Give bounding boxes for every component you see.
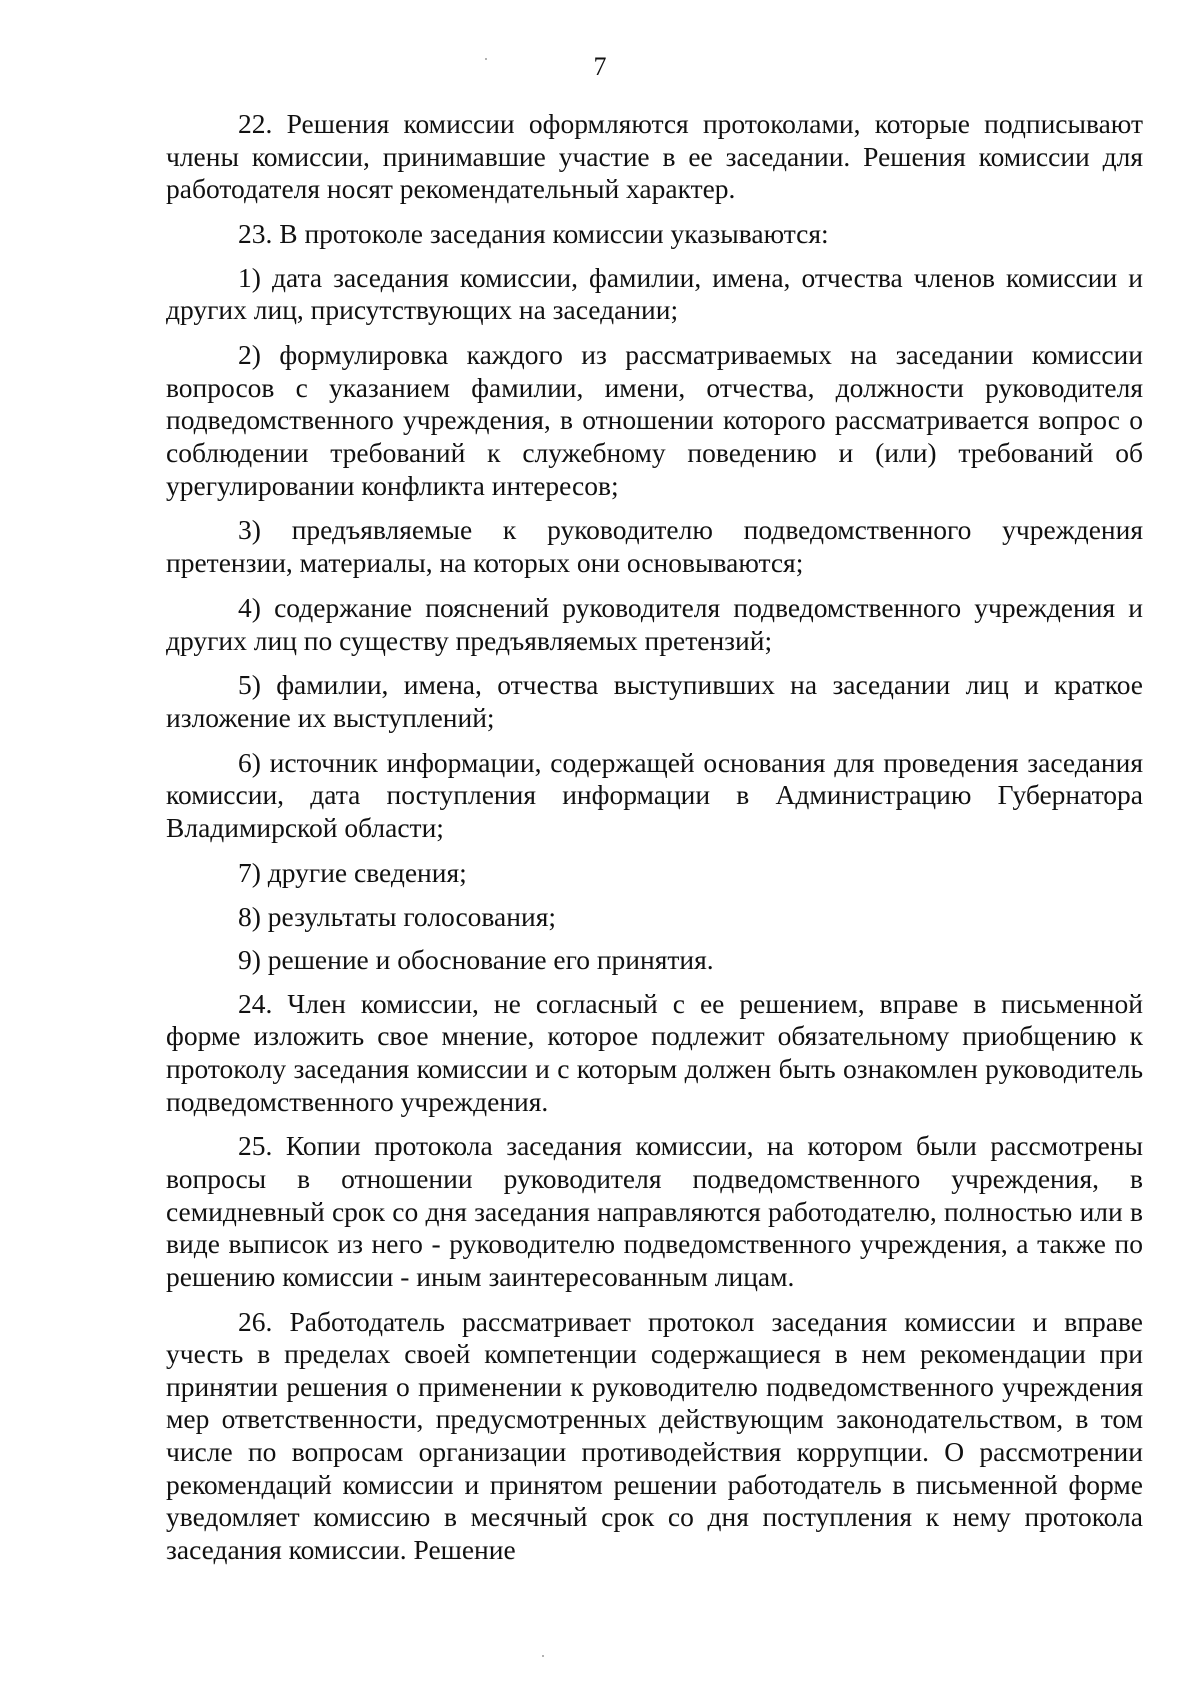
paragraph-23-item-6: 6) источник информации, содержащей основания для проведения заседания комиссии, дата поступления информации в Администрацию Губернатора Владимирской области; [166,746,1143,844]
paragraph-24: 24. Член комиссии, не согласный с ее решением, вправе в письменной форме изложить свое мнение, которое подлежит обязательному приобщению к протоколу заседания комиссии и с которым должен быть ознакомлен руководитель подведомственного учреждения. [166,987,1143,1117]
paragraph-23-item-3: 3) предъявляемые к руководителю подведомственного учреждения претензии, материалы, на которых они основываются; [166,514,1143,579]
paragraph-23-item-7: 7) другие сведения; [238,856,467,888]
paragraph-23-item-1: 1) дата заседания комиссии, фамилии, имена, отчества членов комиссии и других лиц, присутствующих на заседании; [166,261,1143,326]
paragraph-23-item-9: 9) решение и обоснование его принятия. [238,944,714,976]
paragraph-23-item-8: 8) результаты голосования; [238,900,556,932]
page-number: 7 [593,52,607,81]
paragraph-23-item-4: 4) содержание пояснений руководителя подведомственного учреждения и других лиц по существу предъявляемых претензий; [166,591,1143,656]
paragraph-26: 26. Работодатель рассматривает протокол заседания комиссии и вправе учесть в пределах своей компетенции содержащиеся в нем рекомендации при принятии решения о применении к руководителю подведомственного учреждения мер ответственности, предусмотренных действующим законодательством, в том числе по вопросам организации противодействия коррупции. О рассмотрении рекомендаций комиссии и принятом решении работодатель в письменной форме уведомляет комиссию в месячный срок со дня поступления к нему протокола заседания комиссии. Решение [166,1305,1143,1565]
paragraph-22: 22. Решения комиссии оформляются протоколами, которые подписывают члены комиссии, принимавшие участие в ее заседании. Решения комиссии для работодателя носят рекомендательный характер. [166,108,1143,205]
scan-speck [542,1655,544,1657]
paragraph-23-item-2: 2) формулировка каждого из рассматриваемых на заседании комиссии вопросов с указанием фамилии, имени, отчества, должности руководителя подведомственного учреждения, в отношении которого рассматривается вопрос о соблюдении требований к служебному поведению и (или) требований об урегулировании конфликта интересов; [166,339,1143,501]
paragraph-23: 23. В протоколе заседания комиссии указываются: [238,218,829,250]
document-body [166,108,1143,1579]
paragraph-25: 25. Копии протокола заседания комиссии, на котором были рассмотрены вопросы в отношении руководителя подведомственного учреждения, в семидневный срок со дня заседания направляются работодателю, полностью или в виде выписок из него - руководителю подведомственного учреждения, а также по решению комиссии - иным заинтересованным лицам. [166,1130,1143,1292]
paragraph-23-item-5: 5) фамилии, имена, отчества выступивших на заседании лиц и краткое изложение их выступлений; [166,669,1143,733]
